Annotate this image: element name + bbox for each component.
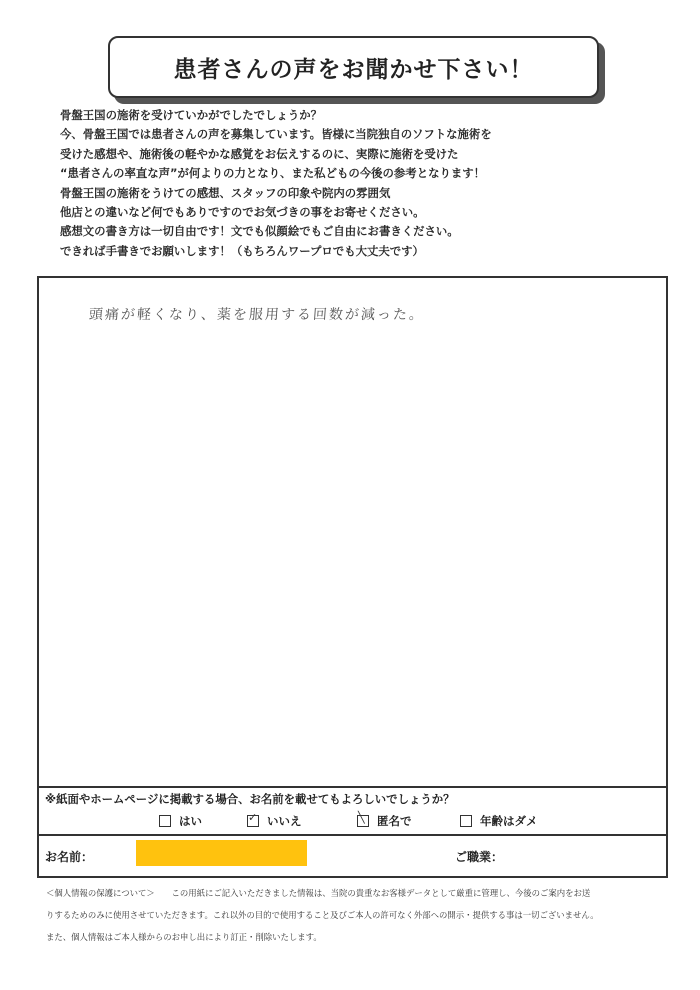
occupation-label: ご職業：: [455, 850, 504, 864]
option-yes[interactable]: [159, 813, 202, 829]
intro-text: [60, 106, 660, 261]
checkbox-anonymous[interactable]: [357, 811, 369, 827]
option-no-age[interactable]: [460, 813, 538, 829]
page-title: 患者さんの声をお聞かせ下さい！: [108, 36, 599, 98]
intro-line: 骨盤王国の施術を受けていかがでしたでしょうか？: [60, 108, 322, 122]
intro-line: 受けた感想や、施術後の軽やかな感覚をお伝えするのに、実際に施術を受けた: [60, 146, 459, 161]
intro-line: “患者さんの率直な声”が何よりの力となり、また私どもの今後の参考となります！: [60, 166, 486, 181]
name-row: [39, 834, 666, 874]
intro-line: 他店との違いなど何でもありですのでお気づきの事をお寄せください。: [60, 204, 425, 219]
intro-line: 今、骨盤王国では患者さんの声を募集しています。皆様に当院独自のソフトな施術を: [60, 127, 492, 142]
privacy-line: また、個人情報はご本人様からのお申し出により訂正・削除いたします。: [46, 932, 322, 942]
privacy-notice: [46, 882, 666, 948]
check-mark-icon: ╲: [358, 811, 365, 824]
option-label: いいえ: [267, 814, 302, 828]
checkbox-no-age[interactable]: [460, 815, 472, 827]
privacy-line: りするためのみに使用させていただきます。これ以外の目的で使用すること及びご本人の許可なく外部への開示・提供する事は一切ございません。: [46, 910, 599, 920]
name-field-redacted[interactable]: [136, 840, 307, 866]
consent-question: ※紙面やホームページに掲載する場合、お名前を載せてもよろしいでしょうか？: [45, 792, 455, 806]
checkbox-yes[interactable]: [159, 815, 171, 827]
name-label: お名前：: [45, 850, 94, 864]
intro-line: 骨盤王国の施術をうけての感想、スタッフの印象や院内の雰囲気: [60, 185, 391, 200]
intro-line: 感想文の書き方は一切自由です！文でも似顔絵でもご自由にお書きください。: [60, 224, 459, 239]
option-anonymous[interactable]: [357, 813, 412, 829]
feedback-form: [37, 276, 668, 878]
response-area[interactable]: [39, 278, 666, 784]
handwritten-response: 頭痛が軽くなり、薬を服用する回数が減った。: [88, 307, 426, 323]
option-label: 匿名で: [377, 814, 412, 828]
privacy-line: ＜個人情報の保護について＞ この用紙にご記入いただきました情報は、当院の貴重なお客様データとして厳重に管理し、今後のご案内をお送: [46, 888, 591, 898]
intro-line: できれば手書きでお願いします！（もちろんワープロでも大丈夫です）: [60, 243, 424, 258]
consent-section: [39, 786, 666, 836]
option-label: はい: [179, 814, 202, 828]
option-no[interactable]: [247, 813, 302, 829]
check-mark-icon: ✓: [248, 811, 258, 824]
option-label: 年齢はダメ: [480, 814, 538, 828]
checkbox-no[interactable]: [247, 811, 259, 827]
